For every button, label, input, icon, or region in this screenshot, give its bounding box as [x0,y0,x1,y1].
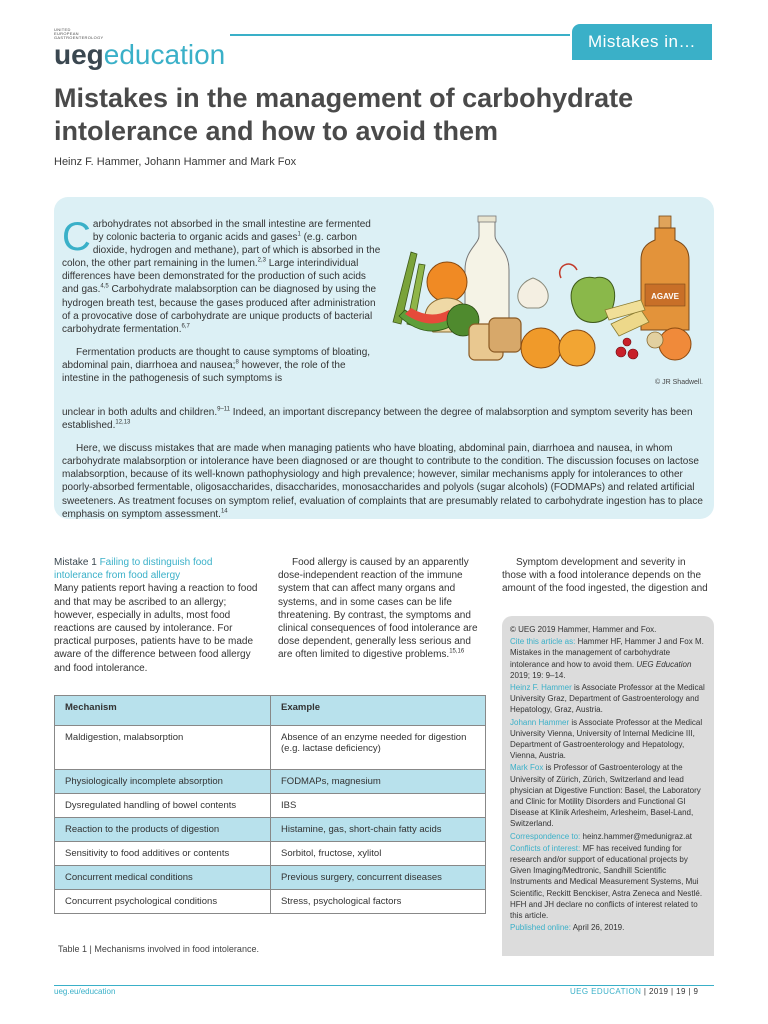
column-1 [54,556,264,675]
article-authors: Heinz F. Hammer, Johann Hammer and Mark Fox [54,156,297,168]
chili [560,264,577,278]
table-header-mechanism: Mechanism [55,696,271,726]
garlic [518,278,548,308]
table-row [55,842,486,866]
cite-journal: UEG Education [636,659,692,669]
author-2-bio: is Associate Professor at the Medical University Vienna, University of Internal Medicine III, Department of Gastroenterology and Hepatology, Vienna, Austria. [510,717,703,761]
table-cell: Maldigestion, malabsorption [55,726,271,770]
orange [427,262,467,302]
author-3-name: Mark Fox [510,763,544,773]
mistake-label: Mistake 1 [54,557,100,568]
conflicts-label: Conflicts of interest: [510,843,581,853]
logo-ueg: ueg [54,39,104,70]
table-row [55,726,486,770]
logo-wordmark [54,40,225,70]
intro-text-full-width [62,396,707,531]
intro-p2-c: unclear in both adults and children. [62,407,218,418]
ueg-education-logo [54,28,225,70]
table-cell: Previous surgery, concurrent diseases [271,866,486,890]
ref-sup: 8 [235,359,239,366]
table-cell: Stress, psychological factors [271,890,486,914]
table-cell: FODMAPs, magnesium [271,770,486,794]
logo-subtitle: UNITED EUROPEAN GASTROENTEROLOGY [54,27,104,40]
published-date: April 26, 2019. [570,923,625,933]
conflicts-text: MF has received funding for research and/or support of educational projects by Given Imaging/Medtronic, Sandhill Scientific Instruments and Medical Measurement Systems, Mui Scientific, Reckitt Benckiser, Astra Zeneca and Nestlé. HFH and JH declare no conflicts of interest related to this article. [510,843,703,921]
intro-p1-a: arbohydrates not absorbed in the small intestine are fermented by colonic bacteria to organic acids and gases [92,219,371,244]
column-1-text: Many patients report having a reaction to food and that may be ascribed to an allergy; however, especially in adults, most food reactions are caused by intolerance. For practical purposes, patients have to be made aware of the difference between food allergy and food intolerance. [54,583,258,674]
ref-sup: 12,13 [115,419,131,426]
mechanisms-table [54,695,486,914]
cite-end: 2019; 19: 9–14. [510,670,566,680]
drop-cap: C [62,215,91,259]
table-cell: Concurrent psychological conditions [55,890,271,914]
food-illustration [385,212,705,392]
table-cell: Sensitivity to food additives or contents [55,842,271,866]
author-1-name: Heinz F. Hammer [510,683,572,693]
logo-education: education [103,39,226,70]
cherry [623,338,631,346]
agave-label-text: AGAVE [651,292,679,301]
table-header-row [55,696,486,726]
orange [521,328,561,368]
intro-p1-c: Large interindividual differences have been demonstrated for the production of such acids and gas. [62,258,366,296]
table-cell: Physiologically incomplete absorption [55,770,271,794]
table-cell: Reaction to the products of digestion [55,818,271,842]
correspondence-label: Correspondence to: [510,831,581,841]
column-3-text: Symptom development and severity in those with a food intolerance depends on the amount of the food ingested, the digestion and [502,557,708,595]
ref-sup: 2,3 [257,257,267,264]
intro-text [62,208,382,395]
nut [647,332,663,348]
intro-p3: Here, we discuss mistakes that are made when managing patients who have bloating, abdominal pain, diarrhoea and nausea, in whom carbohydrate malabsorption or intolerance have been diagnosed or are thought to contribute to the condition. The discussion focuses on lactose malabsorption, because of its well-known pathophysiology and high prevalence; however, similar mechanisms apply for intolerances to other poorly-absorbed fermentable, oligosaccharides, disaccharides, monosaccharides and polyols (sugar alcohols) (FODMAPs) and related artificial sweeteners. As treatment focuses on symptom relief, evaluation of complaints that are presumably related to carbohydrate ingestion has to place emphasis on symptom assessment. [62,443,703,520]
header-rule [230,34,570,36]
ref-sup: 1 [297,231,301,238]
bottle-cap [478,216,496,222]
footer-journal: UEG EDUCATION [570,987,642,996]
footer-journal-info [570,987,698,996]
orange-half [559,330,595,366]
table-row [55,866,486,890]
author-3-bio: is Professor of Gastroenterology at the University of Zürich, Zürich, Switzerland and lead physician at Digestive Function: Basel, the Laboratory and Clinic for Motility Disorders and Functional GI Disease at Klinik Arlesheim, Arlesheim, Basel-Land, Switzerland. [510,763,701,829]
table-row [55,890,486,914]
table-cell: Dysregulated handling of bowel contents [55,794,271,818]
table-cell: Absence of an enzyme needed for digestion (e.g. lactase deficiency) [271,726,486,770]
peach [659,328,691,360]
cherry [616,347,626,357]
author-2-name: Johann Hammer [510,717,570,727]
series-badge: Mistakes in… [572,24,712,60]
intro-p1-b: (e.g. carbon dioxide, hydrogen and methane), part of which is absorbed in the colon, the other part remaining in the lumen. [62,232,381,270]
table-row [55,818,486,842]
agave-bottle [641,228,689,330]
illustration-credit: © JR Shadwell. [655,379,703,386]
article-info [510,624,710,934]
cite-text: Hammer HF, Hammer J and Fox M. Mistakes in the management of carbohydrate intolerance and how to avoid them. [510,637,704,669]
author-1-bio: is Associate Professor at the Medical University Graz, Department of Gastroenterology and Hepatology, Graz, Austria. [510,683,705,715]
column-3 [502,556,712,596]
ref-sup: 4,5 [100,284,109,291]
ref-sup: 6,7 [181,323,190,330]
intro-p2-d: Indeed, an important discrepancy between the degree of malabsorption and symptom severity has been established. [62,407,693,432]
table-row [55,770,486,794]
table-header-example: Example [271,696,486,726]
cite-label: Cite this article as: [510,637,576,647]
table-caption: Table 1 | Mechanisms involved in food intolerance. [58,944,259,954]
bread-slice [489,318,521,352]
cherry [628,349,638,359]
table-cell: Sorbitol, fructose, xylitol [271,842,486,866]
footer-issue: | 2019 | 19 | 9 [641,987,699,996]
mistake-title: Failing to distinguish food intolerance from food allergy [54,557,213,582]
published-label: Published online: [510,923,571,933]
intro-p1-d: Carbohydrate malabsorption can be diagnosed by using the hydrogen breath test, because the gases produced after administration of a provocative dose of carbohydrate are unique products of bacterial carbohydrate fermentation. [62,284,377,335]
copyright-line: © UEG 2019 Hammer, Hammer and Fox. [510,625,657,634]
ref-sup: 14 [220,508,228,515]
column-2 [278,556,488,662]
table-row [55,794,486,818]
ref-sup: 9–11 [217,406,231,413]
column-2-text: Food allergy is caused by an apparently dose-independent reaction of the immune system that can affect many organs and systems, and in some cases can be life threatening. By contrast, the symptoms and clinical consequences of food intolerance are dose dependent, generally less serious and are often limited to digestive problems. [278,557,478,661]
footer-url[interactable]: ueg.eu/education [54,987,116,996]
footer-rule [54,985,714,986]
table-cell: IBS [271,794,486,818]
intro-p2-b: however, the role of the intestine in the pathogenesis of such symptoms is [62,359,346,385]
table-cell: Concurrent medical conditions [55,866,271,890]
ref-sup: 15,16 [449,649,465,656]
correspondence-email[interactable]: heinz.hammer@medunigraz.at [580,831,692,841]
table-cell: Histamine, gas, short-chain fatty acids [271,818,486,842]
article-title: Mistakes in the management of carbohydrate intolerance and how to avoid them [54,83,634,146]
agave-cap [659,216,671,228]
intro-p2-a: Fermentation products are thought to cause symptoms of bloating, abdominal pain, diarrhoea and nausea; [62,346,371,371]
